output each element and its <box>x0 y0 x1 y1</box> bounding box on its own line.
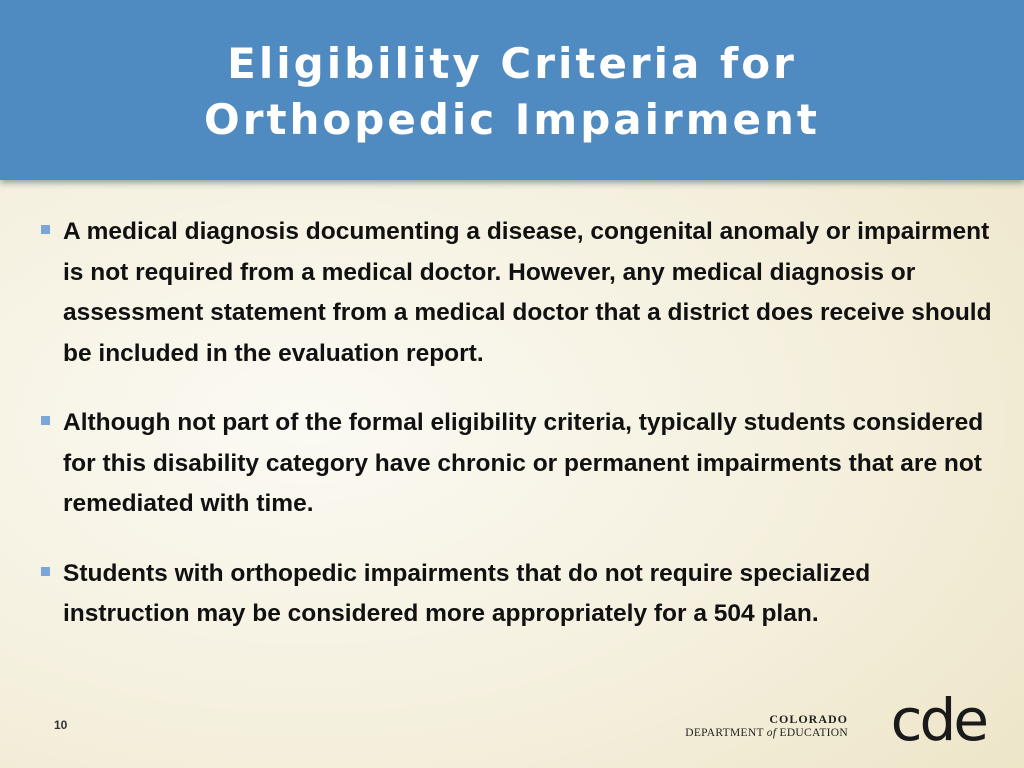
page-number: 10 <box>54 718 68 732</box>
bullet-text: Although not part of the formal eligibility criteria, typically students considered for this disability category have chronic or permanent impairments that are not remediated with time. <box>63 409 984 517</box>
title-banner <box>0 0 1024 180</box>
logo-department-name <box>685 727 848 739</box>
logo-department-word: DEPARTMENT <box>685 727 764 739</box>
bullet-item <box>38 403 998 525</box>
logo-of-word: of <box>766 727 777 739</box>
logo-education-word: EDUCATION <box>779 727 848 739</box>
bullet-list <box>38 212 998 664</box>
square-bullet-icon <box>41 416 50 425</box>
cde-logo-mark: cde <box>890 686 986 754</box>
logo-state-name: COLORADO <box>769 712 848 726</box>
cde-logo <box>685 686 990 754</box>
square-bullet-icon <box>41 567 50 576</box>
bullet-text: Students with orthopedic impairments that do not require specialized instruction may be considered more appropriately for a 504 plan. <box>63 559 871 627</box>
bullet-text: A medical diagnosis documenting a disease, congenital anomaly or impairment is not required from a medical doctor. However, any medical diagnosis or assessment statement from a medical doctor that a district does receive should be included in the evaluation report. <box>63 218 992 367</box>
square-bullet-icon <box>41 225 50 234</box>
bullet-item <box>38 212 998 374</box>
slide-title <box>0 36 1024 148</box>
bullet-item <box>38 554 998 635</box>
slide-title-line-2: Orthopedic Impairment <box>204 95 820 144</box>
slide-title-line-1: Eligibility Criteria for <box>227 39 797 88</box>
